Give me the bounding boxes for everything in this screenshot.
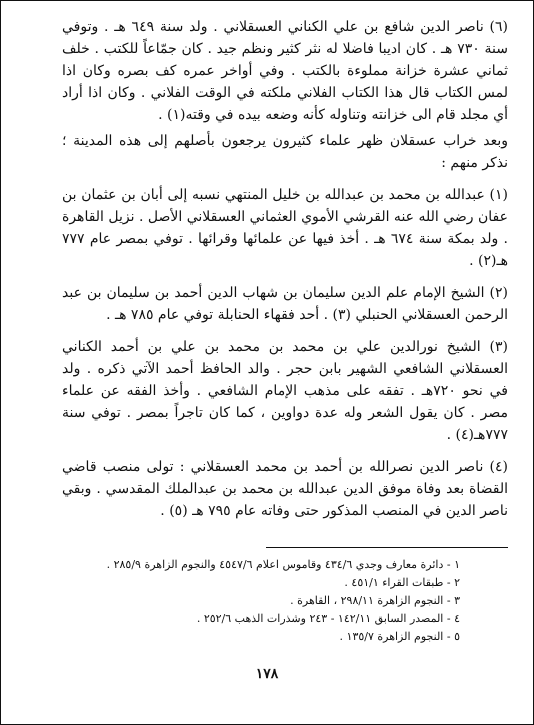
footnote-2: ٢ - طبقات القراء ٤٥١/١ .	[344, 576, 460, 589]
main-text	[62, 16, 508, 522]
paragraph-intro-scholars: وبعد خراب عسقلان ظهر علماء كثيرون يرجعون بأصلهم إلى هذه المدينة ؛ نذكر منهم :	[62, 133, 508, 171]
page-number: ١٧٨	[255, 666, 279, 682]
footnotes	[40, 556, 460, 646]
footnote-5: ٥ - النجوم الزاهرة ١٣٥/٧ .	[339, 630, 460, 643]
footnote-1: ١ - دائرة معارف وجدي ٤٣٤/٦ وقاموس اعلام ٤٥٤٧/٦ والنجوم الزاهرة ٢٨٥/٩ .	[106, 558, 460, 571]
paragraph-nasrullah-bin-ahmad: (٤) ناصر الدين نصرالله بن أحمد بن محمد العسقلاني : تولى منصب قاضي القضاة بعد وفاة موفق الدين عبدالله بن محمد بن عبدالملك المقدسي . وبقي ناصر الدين في المنصب المذكور حتى وفاته عام ٧٩٥ هـ (٥) .	[62, 459, 508, 519]
footnote-4: ٤ - المصدر السابق ١٤٢/١١ - ٢٤٣ وشذرات الذهب ٢٥٢/٦ .	[196, 612, 460, 625]
paragraph-ali-bin-muhammad: (٣) الشيخ نورالدين علي بن محمد بن محمد بن علي بن أحمد الكناني العسقلاني الشافعي الشهير بابن حجر . والد الحافظ أحمد الآتي ذكره . ولد في نحو ٧٢٠هـ . تفقه على مذهب الإمام الشافعي . وأخذ الفقه عن علماء مصر . كان يقول الشعر وله عدة دواوين ، كما كان تاجراً بمصر . توفي سنة ٧٧٧هـ(٤) .	[62, 339, 508, 443]
footnote-3: ٣ - النجوم الزاهرة ٢٩٨/١١ ، القاهرة .	[290, 594, 460, 607]
paragraph-sulayman-bin-shihab: (٢) الشيخ الإمام علم الدين سليمان بن شهاب الدين أحمد بن سليمان بن عبد الرحمن العسقلاني الحنبلي (٣) . أحد فقهاء الحنابلة توفي عام ٧٨٥ هـ .	[62, 285, 508, 323]
footnote-separator	[266, 547, 508, 548]
paragraph-abdullah-bin-muhammad: (١) عبدالله بن محمد بن عبدالله بن خليل المنتهي نسبه إلى أبان بن عثمان بن عفان رضي الله عنه القرشي الأموي العثماني العسقلاني الأصل . نزيل القاهرة . ولد بمكة سنة ٦٧٤ هـ . أخذ فيها عن علمائها وقرائها . توفي بمصر عام ٧٧٧ هـ(٢) .	[62, 187, 508, 269]
paragraph-nasir-al-din-shafi: (٦) ناصر الدين شافع بن علي الكناني العسقلاني . ولد سنة ٦٤٩ هـ . وتوفي سنة ٧٣٠ هـ . كان اديبا فاضلا له نثر كثير ونظم جيد . كان جمّاعاً للكتب . خلف ثماني عشرة خزانة مملوءة بالكتب . وفي أواخر عمره كف بصره وكان اذا لمس الكتاب قال هذا الكتاب الفلاني ملكته في الوقت الفلاني . وكان اذا أراد أي مجلد قام الى خزانته وتناوله كأنه وضعه بيده في وقته(١) .	[62, 19, 508, 123]
